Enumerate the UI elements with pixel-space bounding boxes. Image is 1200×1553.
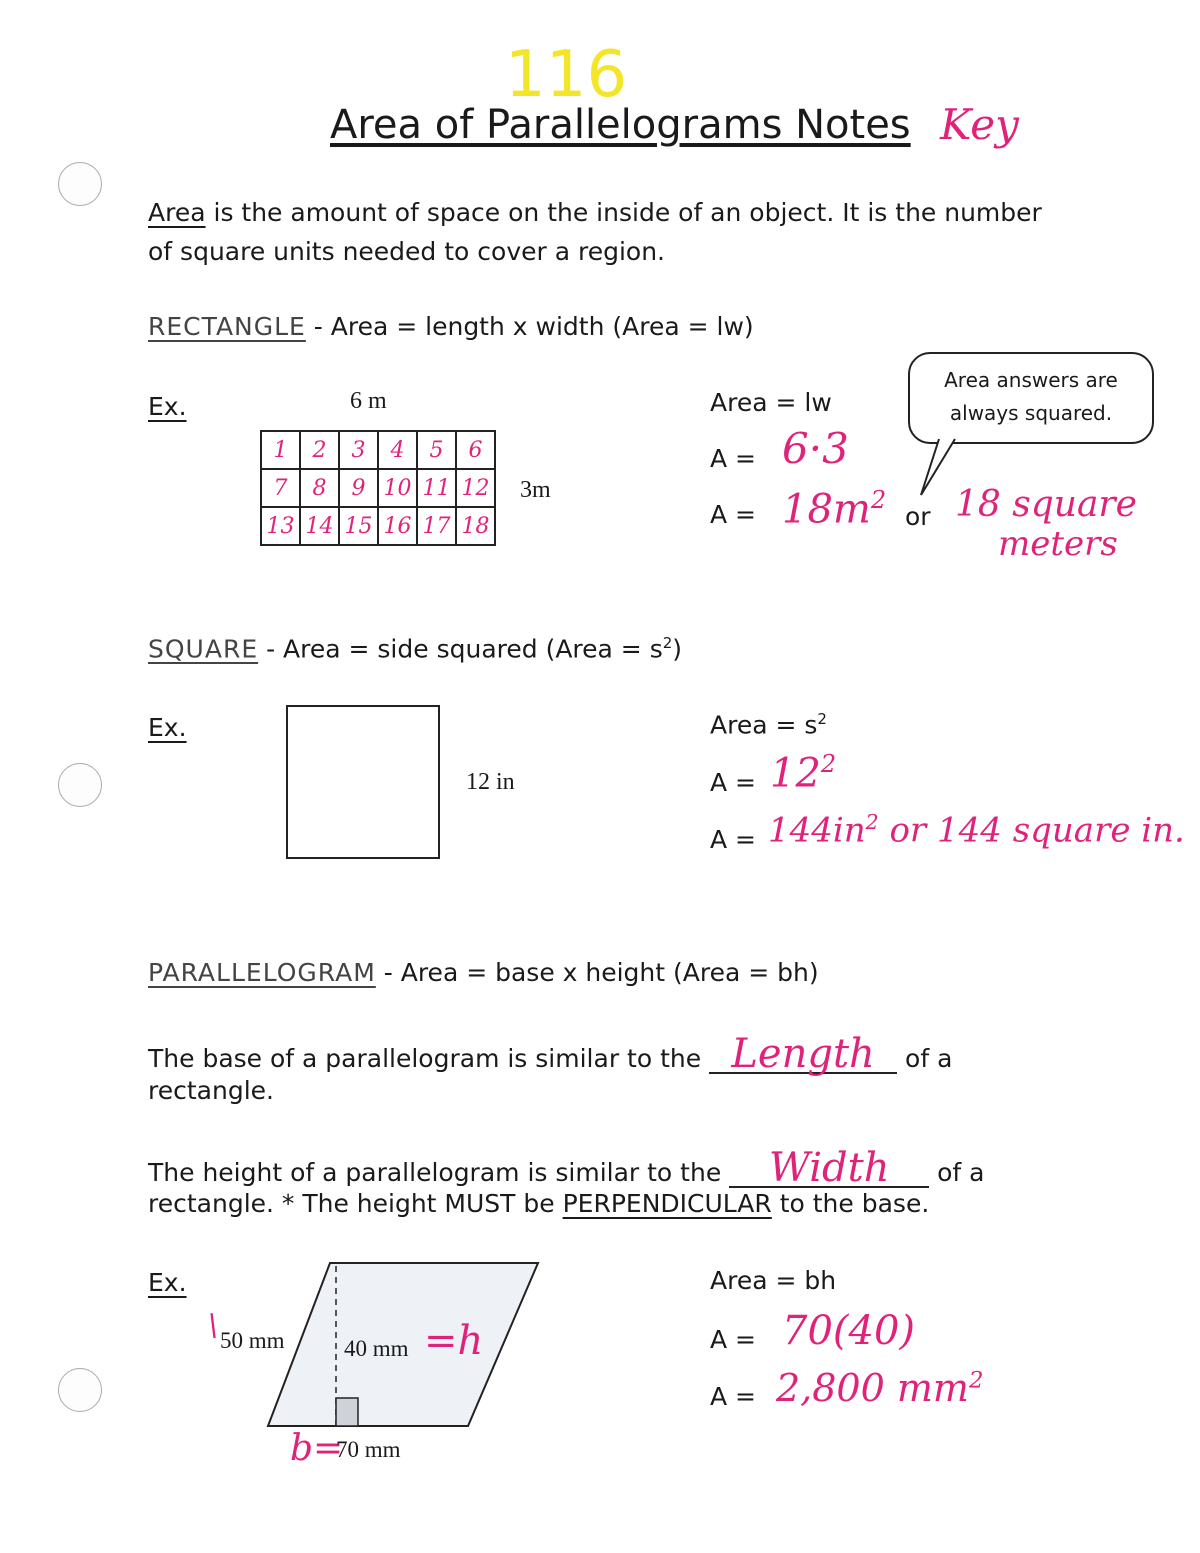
rectangle-grid — [260, 430, 496, 546]
height-answer-blank: Width — [729, 1150, 929, 1188]
parallelogram-formula: - Area = base x height (Area = bh) — [375, 958, 819, 987]
page-title: Area of Parallelograms Notes — [330, 102, 911, 148]
binder-hole-bottom — [58, 1368, 102, 1412]
grid-cell: 6 — [456, 431, 495, 469]
rectangle-side-dimension: 3m — [520, 477, 551, 503]
binder-hole-middle — [58, 763, 102, 807]
perpendicular-word: PERPENDICULAR — [562, 1189, 772, 1218]
base-sentence: The base of a parallelogram is similar to the Length of a — [148, 1031, 953, 1077]
base-mark: b= — [290, 1428, 344, 1469]
parallelogram-a-value-1: 70(40) — [782, 1308, 916, 1354]
rectangle-alt-line2: meters — [998, 524, 1118, 564]
definition-line2: of square units needed to cover a region. — [148, 237, 666, 266]
square-a-value-2: $144in^2$ or 144 square in. — [768, 810, 1185, 851]
speech-bubble-tail — [915, 437, 975, 501]
square-a-value-1: $12^2$ — [770, 750, 837, 797]
grid-cell: 9 — [339, 469, 378, 507]
square-ex-label: Ex. — [148, 713, 187, 742]
page-number: 116 — [505, 38, 628, 112]
bubble-line2: always squared. — [949, 401, 1113, 425]
grid-row — [261, 469, 495, 507]
speech-bubble — [908, 352, 1154, 444]
grid-cell: 7 — [261, 469, 300, 507]
rectangle-alt-line1: 18 square — [955, 484, 1137, 525]
square-formula: - Area = side squared (Area = s — [258, 634, 663, 664]
base-sentence-line2: rectangle. — [148, 1076, 274, 1105]
parallelogram-height-label: 40 mm — [344, 1336, 409, 1361]
grid-row — [261, 507, 495, 545]
grid-row — [261, 431, 495, 469]
parallelogram-a-value-2: 2,800 $mm^2$ — [776, 1366, 984, 1410]
rectangle-heading-line — [148, 312, 754, 341]
grid-cell: 10 — [378, 469, 417, 507]
rectangle-a-label-2: A = — [710, 500, 756, 529]
grid-cell: 1 — [261, 431, 300, 469]
grid-cell: 5 — [417, 431, 456, 469]
grid-cell: 16 — [378, 507, 417, 545]
area-term: Area — [148, 198, 206, 227]
grid-cell: 14 — [300, 507, 339, 545]
binder-hole-top — [58, 162, 102, 206]
height-mark: =h — [424, 1318, 484, 1364]
grid-cell: 15 — [339, 507, 378, 545]
rectangle-a-value-2: $18m^2$ — [782, 486, 887, 533]
grid-cell: 8 — [300, 469, 339, 507]
bubble-line1: Area answers are — [944, 368, 1118, 392]
square-a-label-2: A = — [710, 825, 756, 854]
parallelogram-heading: PARALLELOGRAM — [148, 958, 376, 987]
rectangle-formula-line: Area = lw — [710, 388, 832, 417]
rectangle-or-label: or — [905, 502, 931, 531]
parallelogram-formula-line: Area = bh — [710, 1266, 837, 1295]
square-a-label-1: A = — [710, 768, 756, 797]
square-heading-line: SQUARE - Area = side squared (Area = $s^2$) — [148, 634, 683, 664]
grid-cell: 18 — [456, 507, 495, 545]
rectangle-a-value-1: 6·3 — [782, 424, 849, 473]
grid-cell: 3 — [339, 431, 378, 469]
parallelogram-a-label-1: A = — [710, 1325, 756, 1354]
rectangle-formula: - Area = length x width (Area = lw) — [305, 312, 754, 341]
side-cross-mark: \ — [208, 1308, 219, 1343]
grid-cell: 2 — [300, 431, 339, 469]
base-answer-blank: Length — [709, 1036, 897, 1074]
square-formula-line: Area = $s^2$ — [710, 710, 827, 740]
parallelogram-a-label-2: A = — [710, 1382, 756, 1411]
height-sentence-line2: rectangle. * The height MUST be PERPENDICULAR to the base. — [148, 1189, 930, 1218]
square-figure — [286, 705, 440, 859]
square-side-dimension: 12 in — [466, 769, 515, 795]
grid-cell: 11 — [417, 469, 456, 507]
rectangle-top-dimension: 6 m — [350, 388, 387, 414]
area-definition — [148, 198, 1042, 227]
grid-cell: 13 — [261, 507, 300, 545]
definition-line1: is the amount of space on the inside of an object. It is the number — [205, 198, 1042, 227]
parallelogram-base-label: 70 mm — [336, 1437, 401, 1462]
grid-cell: 17 — [417, 507, 456, 545]
rectangle-ex-label: Ex. — [148, 392, 187, 421]
parallelogram-ex-label: Ex. — [148, 1268, 187, 1297]
key-label: Key — [940, 100, 1019, 149]
rectangle-a-label-1: A = — [710, 444, 756, 473]
parallelogram-side-label: 50 mm — [220, 1328, 285, 1353]
height-sentence: The height of a parallelogram is similar to the Width of a — [148, 1145, 985, 1191]
grid-cell: 12 — [456, 469, 495, 507]
square-heading: SQUARE — [148, 634, 259, 664]
grid-cell: 4 — [378, 431, 417, 469]
rectangle-heading: RECTANGLE — [148, 312, 306, 341]
parallelogram-heading-line — [148, 958, 819, 987]
